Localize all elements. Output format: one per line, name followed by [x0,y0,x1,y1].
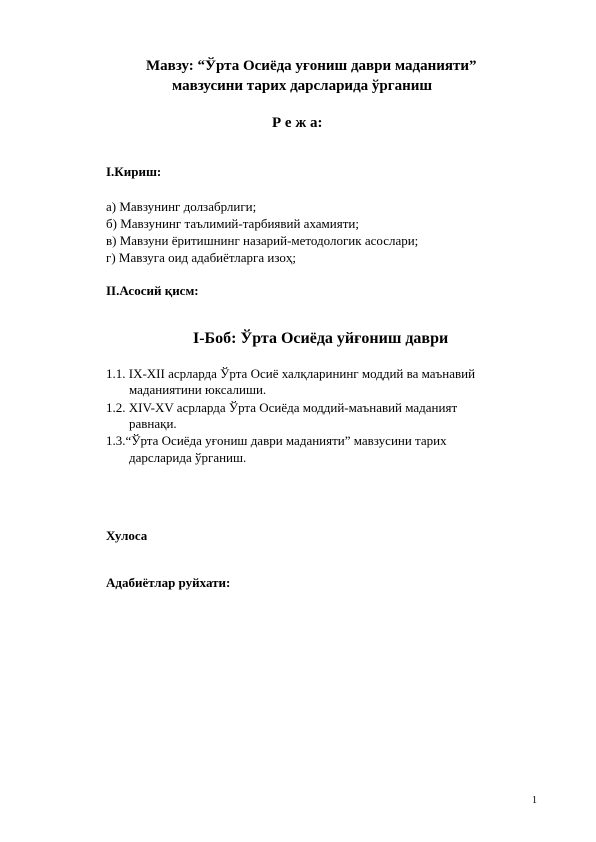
section-1-3-line-2: дарсларида ўрганиш. [129,450,247,465]
main-part-heading: II.Асосий қисм: [106,283,199,298]
document-title-line-1: Мавзу: “Ўрта Осиёда уғониш даври маданияти” [146,58,477,74]
plan-heading: Р е ж а: [272,115,323,131]
section-1-2-line-1: 1.2. XIV-XV асрларда Ўрта Осиёда моддий-маънавий маданият [106,400,458,415]
section-1-1-line-1: 1.1. IX-XII асрларда Ўрта Осиё халқларининг моддий ва маънавий [106,366,476,381]
page-number: 1 [532,795,537,806]
intro-item-d: г) Мавзуга оид адабиётларга изоҳ; [106,250,297,265]
references-heading: Адабиётлар руйхати: [106,575,231,590]
section-1-2-line-2: равнақи. [129,416,177,431]
document-title-line-2: мавзусини тарих дарсларида ўрганиш [172,78,433,94]
intro-item-c: в) Мавзуни ёритишнинг назарий-методологик асослари; [106,233,419,248]
chapter-title: I-Боб: Ўрта Осиёда уйғониш даври [193,330,449,347]
conclusion-heading: Хулоса [106,528,148,543]
section-1-3-line-1: 1.3.“Ўрта Осиёда уғониш даври маданияти” мавзусини тарих [106,433,447,448]
intro-heading: I.Кириш: [106,164,162,179]
section-1-1-line-2: маданиятини юксалиши. [129,382,267,397]
intro-item-a: а) Мавзунинг долзабрлиги; [106,199,257,214]
intro-item-b: б) Мавзунинг таълимий-тарбиявий ахамияти; [106,216,359,231]
